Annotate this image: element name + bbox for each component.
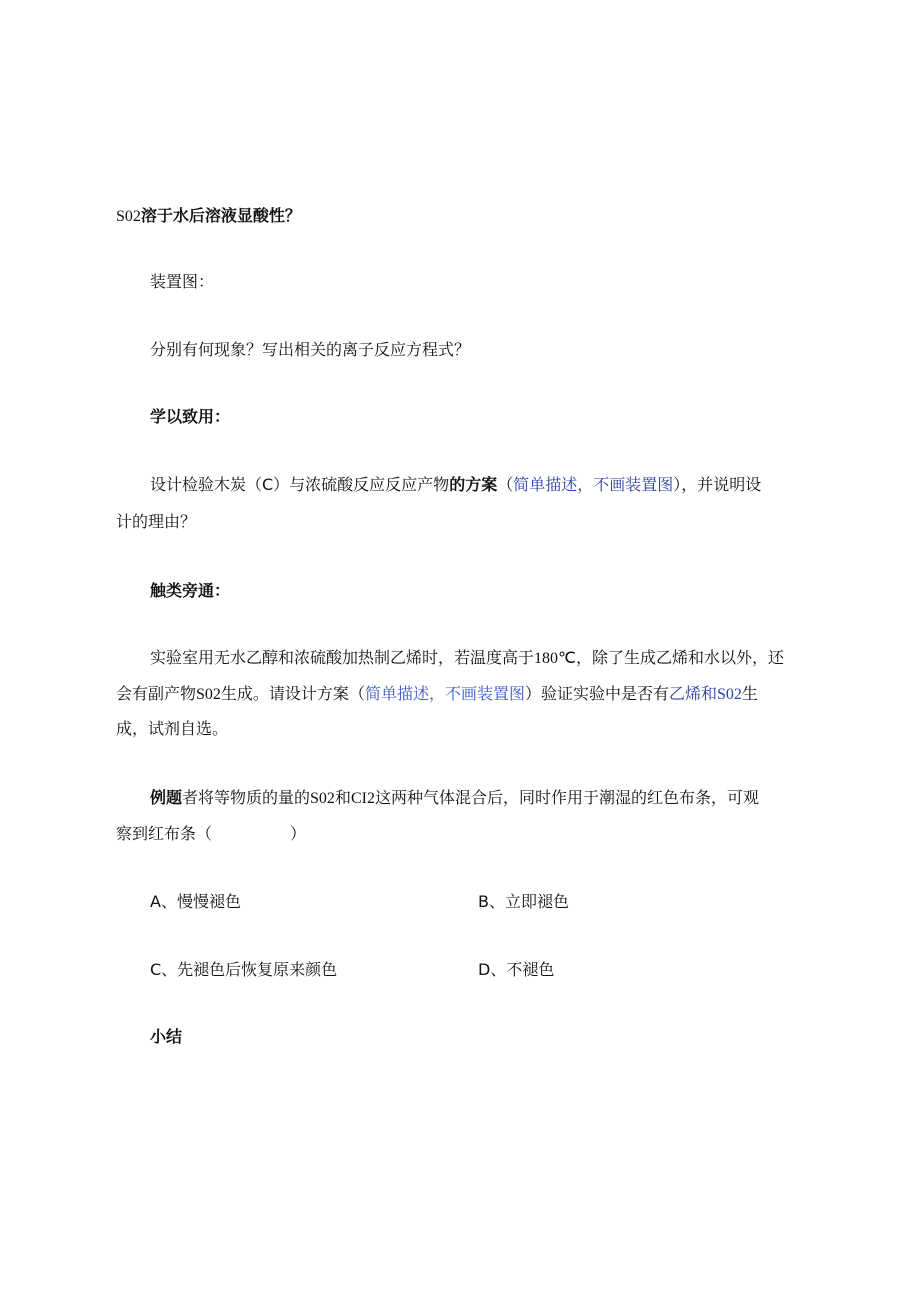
option-a: A、慢慢褪色 xyxy=(150,892,241,911)
analogy-heading: 触类旁通： xyxy=(150,581,231,600)
apply-heading: 学以致用： xyxy=(150,407,231,426)
experiment-text-2c: 验证实验中是否有 xyxy=(540,684,669,703)
experiment-hint: 简单描述，不画装置图 xyxy=(364,684,525,703)
example-line-2 xyxy=(116,824,306,844)
example-label: 例题 xyxy=(150,788,183,807)
question-text: 溶于水后溶液显酸性？ xyxy=(140,206,301,225)
hint-paren-close: ） xyxy=(673,475,682,494)
experiment-text-1a: 实验室用无水乙醇和浓硫酸加热制乙烯时，若温度高于 xyxy=(150,648,535,667)
option-b: B、立即褪色 xyxy=(478,892,569,911)
experiment-text-2e: 生 xyxy=(741,684,758,703)
experiment-line-3: 成，试剂自选。 xyxy=(116,719,229,738)
design-text-1: 设计检验木炭（C）与浓硫酸反应反应产物 xyxy=(150,475,450,494)
design-question-line-2: 计的理由？ xyxy=(116,512,197,531)
design-question-line-1 xyxy=(150,475,761,495)
example-and: 和 xyxy=(334,788,351,807)
cl2-formula: CI2 xyxy=(350,790,375,807)
hint-paren-open: （ xyxy=(497,475,514,494)
design-text-3: ，并说明设 xyxy=(681,475,762,494)
example-text-1a: 者将等物质的量的 xyxy=(182,788,311,807)
design-text-bold: 的方案 xyxy=(449,475,498,494)
example-text-1b: 这两种气体混合后，同时作用于潮湿的红色布条，可观 xyxy=(374,788,759,807)
options-row-1 xyxy=(150,892,850,912)
question-so2-acidity xyxy=(116,206,301,227)
design-hint: 简单描述，不画装置图 xyxy=(513,475,674,494)
apparatus-label: 装置图： xyxy=(150,272,215,291)
temperature-value: 180℃ xyxy=(534,650,576,667)
example-text-2a: 察到红布条（ xyxy=(116,824,213,843)
option-d: D、不褪色 xyxy=(478,960,555,979)
hint-paren-close: ） xyxy=(524,684,541,703)
experiment-text-2b: 生成。请设计方案 xyxy=(220,684,349,703)
experiment-line-1 xyxy=(150,648,784,669)
option-c: C、先褪色后恢复原来颜色 xyxy=(150,960,338,979)
example-text-2b: ） xyxy=(290,824,307,843)
experiment-text-2a: 会有副产物 xyxy=(116,684,197,703)
options-row-2 xyxy=(150,960,850,980)
hint-paren-open: （ xyxy=(348,684,365,703)
so2-formula: S02 xyxy=(196,686,221,703)
summary-heading: 小结 xyxy=(150,1027,183,1046)
ethylene-and-text: 乙烯和 xyxy=(669,684,718,703)
experiment-text-1b: ，除了生成乙烯和水以外，还 xyxy=(575,648,784,667)
experiment-line-2 xyxy=(116,684,758,705)
example-line-1 xyxy=(150,788,759,809)
phenomenon-question: 分别有何现象？写出相关的离子反应方程式？ xyxy=(150,340,471,359)
so2-formula: S02 xyxy=(310,790,335,807)
so2-formula: S02 xyxy=(116,208,141,225)
so2-formula-blue: S02 xyxy=(717,686,742,703)
